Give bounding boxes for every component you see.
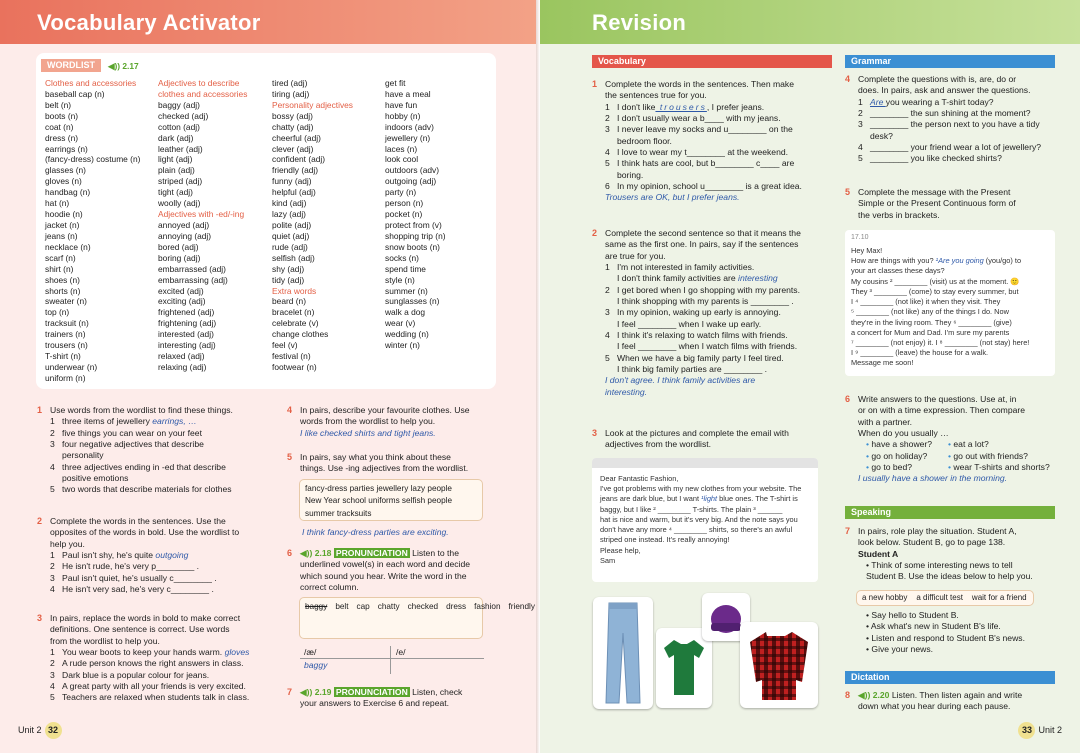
instruction: same as the first one. In pairs, say if the sentences — [605, 239, 799, 250]
exercise-2 — [50, 516, 239, 595]
email-line: jeans are dark blue, but I want ¹light blue ones. The T-shirt is — [600, 494, 798, 504]
wordlist-item: jewellery (n) — [385, 132, 431, 143]
student-label: Student A — [858, 548, 899, 559]
exercise-item: 4 I love to wear my t________ at the weekend. — [605, 147, 789, 158]
jeans-picture — [593, 597, 653, 709]
idea-item: a difficult test — [916, 593, 963, 602]
wordlist-item: shopping trip (n) — [385, 230, 446, 241]
bullet: Student B. Use the ideas below to help you. — [866, 571, 1033, 582]
wordlist-item: festival (n) — [272, 351, 311, 362]
wordlist-item: baseball cap (n) — [45, 88, 105, 99]
instruction: the verbs in brackets. — [858, 209, 940, 220]
instruction: Complete the words in the sentences. Use the — [50, 516, 226, 526]
exercise-item: 1 Are you wearing a T-shirt today? — [858, 96, 994, 107]
message-line: your art classes these days? — [851, 266, 945, 276]
wordlist-item: wear (v) — [385, 318, 416, 329]
exercise-item: 1 You wear boots to keep your hands warm. gloves — [50, 647, 250, 658]
exercise-5-number: 5 — [287, 452, 293, 462]
wordlist-item: quiet (adj) — [272, 230, 310, 241]
exercise-2 — [605, 228, 801, 398]
instruction: Simple or the Present Continuous form of — [858, 198, 1016, 209]
message-line: Hey Max! — [851, 246, 883, 255]
wordlist-item: frightening (adj) — [158, 318, 217, 329]
wordlist-item: T-shirt (n) — [45, 351, 81, 362]
wordlist-heading: Adjectives with -ed/-ing — [158, 209, 245, 220]
email-line: Dear Fantastic Fashion, — [600, 474, 679, 483]
word-row: New Year school uniforms selfish people — [305, 496, 453, 506]
exercise-7: ◀)) 2.19 PRONUNCIATION Listen, check your answers to Exercise 6 and repeat. — [300, 687, 463, 709]
wordlist-item: jacket (n) — [45, 219, 80, 230]
wordlist-item: person (n) — [385, 198, 424, 209]
bullet: • Say hello to Student B. — [866, 610, 959, 620]
exercise-5-word-box — [299, 479, 483, 521]
shirt-picture — [740, 622, 818, 708]
page-title: Revision — [592, 10, 687, 35]
exercise-6-number: 6 — [287, 548, 293, 558]
wordlist-item: chatty (adj) — [272, 121, 314, 132]
exercise-8-number: 8 — [845, 690, 851, 700]
instruction: definitions. One sentence is correct. Use words — [50, 624, 230, 635]
exercise-item: I don't think family activities are interesting — [617, 273, 778, 284]
wordlist-item: boots (n) — [45, 110, 79, 121]
exercise-4-number: 4 — [845, 74, 851, 84]
wordlist-heading: Adjectives to describe — [158, 78, 240, 88]
wordlist-card — [36, 53, 496, 389]
exercise-item: 2 ________ the sun shining at the moment? — [858, 108, 1031, 119]
exercise-item: 4 I think it's relaxing to watch films with friends. — [605, 330, 788, 341]
bullet: • Listen and respond to Student B's news. — [866, 632, 1025, 643]
exercise-item: 4 three adjectives ending in -ed that describe — [50, 461, 226, 472]
bullet: • Ask what's new in Student B's life. — [866, 621, 1001, 632]
exercise-item: I think shopping with my parents is ________ . — [617, 296, 794, 307]
wordlist-item: baggy (adj) — [158, 99, 200, 110]
wordlist-item: top (n) — [45, 307, 70, 318]
wordlist-item: sunglasses (n) — [385, 296, 440, 307]
wordlist-label: WORDLIST — [41, 59, 101, 72]
exercise-item: 6 In my opinion, school u________ is a great idea. — [605, 181, 802, 192]
wordlist-item: belt (n) — [45, 99, 72, 110]
wordlist-column-3 — [272, 78, 353, 373]
instruction: Use words from the wordlist to find these things. — [50, 405, 233, 415]
instruction: Complete the questions with is, are, do or — [858, 74, 1017, 84]
message-line: How are things with you? ¹Are you going (you/go) to — [851, 256, 1022, 266]
bullet-row: • have a shower? • eat a lot? — [866, 439, 989, 450]
message-line: they're in the living room. They ⁶ ________ (give) — [851, 317, 1012, 327]
wordlist-item: bossy (adj) — [272, 110, 313, 121]
instruction: correct column. — [300, 582, 359, 593]
example: I usually have a shower in the morning. — [858, 473, 1008, 484]
wordlist-item: woolly (adj) — [158, 198, 201, 209]
page-footer: Unit 2 32 — [18, 722, 65, 739]
audio-icon[interactable]: ◀)) 2.18 — [300, 548, 334, 558]
wordlist-item: shoes (n) — [45, 274, 80, 285]
wordlist-item: protect from (v) — [385, 219, 442, 230]
wordlist-item: shy (adj) — [272, 263, 305, 274]
page-footer: 33 Unit 2 — [1015, 722, 1062, 739]
pronunciation-word: baggy — [305, 602, 328, 611]
wordlist-item: summer (n) — [385, 285, 428, 296]
wordlist-item: indoors (adv) — [385, 121, 434, 132]
vocabulary-label: Vocabulary — [592, 55, 832, 68]
wordlist-item: coat (n) — [45, 121, 74, 132]
wordlist-item: cheerful (adj) — [272, 132, 321, 143]
exercise-6-table: /æ/ /e/ baggy — [300, 644, 484, 674]
instruction: down what you hear during each pause. — [858, 701, 1011, 712]
wordlist-column-1 — [45, 78, 140, 384]
pronunciation-word: fashion — [474, 602, 501, 611]
wordlist-item: necklace (n) — [45, 241, 91, 252]
wordlist-heading: Personality adjectives — [272, 99, 353, 110]
exercise-item: 2 I get bored when I go shopping with my parents. — [605, 284, 800, 295]
audio-icon[interactable]: ◀)) 2.19 — [300, 687, 334, 697]
wordlist-item: shirt (n) — [45, 263, 74, 274]
wordlist-item: helpful (adj) — [272, 187, 316, 198]
exercise-1 — [605, 79, 802, 204]
message-line: ⁷ ________ (not enjoy) it. I ⁸ ________ (not stay) here! — [851, 337, 1030, 347]
wordlist-item: (fancy-dress) costume (n) — [45, 154, 141, 165]
exercise-item: 2 I don't usually wear a b____ with my jeans. — [605, 113, 781, 124]
wordlist-item: striped (adj) — [158, 176, 203, 187]
instruction: Look at the pictures and complete the email with — [605, 428, 789, 438]
instruction: opposites of the words in bold. Use the wordlist to — [50, 527, 240, 538]
wordlist-item: interested (adj) — [158, 329, 214, 340]
wordlist-item: spend time — [385, 263, 426, 274]
instruction: Complete the second sentence so that it means the — [605, 228, 801, 238]
exercise-item: 2 He isn't rude, he's very p________ . — [50, 561, 200, 572]
email-line: baggy, but I like ² ________ T-shirts. The plain ³ ______ — [600, 504, 783, 514]
wordlist-item: underwear (n) — [45, 361, 98, 372]
bullet-row: • go on holiday? • go out with friends? — [866, 450, 1028, 461]
right-page — [540, 0, 1080, 753]
exercise-item: 1 Paul isn't shy, he's quite outgoing — [50, 550, 189, 561]
wordlist-item: have a meal — [385, 88, 431, 99]
instruction: adjectives from the wordlist. — [605, 439, 712, 450]
exercise-5 — [300, 452, 468, 475]
exercise-item: 3 Dark blue is a popular colour for jeans. — [50, 669, 210, 680]
wordlist-item: change clothes — [272, 329, 329, 340]
wordlist-item: footwear (n) — [272, 361, 317, 372]
instruction: does. In pairs, ask and answer the questions. — [858, 85, 1031, 96]
word-row: fancy-dress parties jewellery lazy people — [305, 484, 452, 493]
wordlist-item: cotton (adj) — [158, 121, 200, 132]
wordlist-item: plain (adj) — [158, 165, 195, 176]
exercise-item: I feel ________ when I watch films with friends. — [617, 341, 798, 352]
exercise-item: 5 two words that describe materials for clothes — [50, 484, 232, 495]
wordlist-item: sweater (n) — [45, 296, 87, 307]
email-line: I've got problems with my new clothes from your website. The — [600, 484, 802, 494]
email-line: don't have any more ⁴ ________ shirts, so there's an awful — [600, 525, 793, 535]
word-row: summer tracksuits — [305, 508, 372, 518]
wordlist-item: tracksuit (n) — [45, 318, 89, 329]
exercise-item: 2 five things you can wear on your feet — [50, 427, 202, 438]
exercise-item: I feel ________ when I wake up early. — [617, 318, 762, 329]
wordlist-item: bored (adj) — [158, 241, 199, 252]
wordlist-item: relaxed (adj) — [158, 351, 205, 362]
wordlist-item: uniform (n) — [45, 372, 86, 383]
email-line: striped one instead. It's really annoying! — [600, 535, 730, 545]
wordlist-item: shorts (n) — [45, 285, 81, 296]
page-number: 32 — [45, 722, 62, 739]
wordlist-item: annoyed (adj) — [158, 219, 210, 230]
exercise-item: 4 He isn't very sad, he's very c________ . — [50, 584, 214, 595]
pronunciation-word: chatty — [377, 602, 400, 611]
exercise-item: 3 ________ the person next to you have a tidy — [858, 119, 1040, 130]
wordlist-item: glasses (n) — [45, 165, 86, 176]
wordlist-item: celebrate (v) — [272, 318, 319, 329]
wordlist-item: boring (adj) — [158, 252, 201, 263]
exercise-3 — [50, 613, 249, 704]
exercise-item: 5 Teachers are relaxed when students talk in class. — [50, 692, 250, 703]
exercise-3 — [605, 428, 789, 451]
instruction: In pairs, say what you think about these — [300, 452, 451, 462]
wordlist-item: pocket (n) — [385, 209, 423, 220]
idea-item: wait for a friend — [971, 593, 1027, 602]
wordlist-item: wedding (n) — [385, 329, 429, 340]
exercise-6 — [858, 394, 1050, 485]
wordlist-item: get fit — [385, 78, 406, 88]
wordlist-item: scarf (n) — [45, 252, 76, 263]
email-line: hat is nice and warm, but it's very big. And the note says you — [600, 514, 798, 524]
exercise-item: 5 ________ you like checked shirts? — [858, 153, 1002, 164]
exercise-item: positive emotions — [62, 473, 129, 484]
instruction: When do you usually … — [858, 428, 949, 439]
page-number: 33 — [1018, 722, 1035, 739]
exercise-item: 3 Paul isn't quiet, he's usually c________ . — [50, 572, 217, 583]
idea-item: a new hobby — [862, 593, 908, 602]
wordlist-item: light (adj) — [158, 154, 193, 165]
page-header — [0, 0, 540, 44]
exercise-item: boring. — [617, 169, 644, 180]
exercise-6-word-box — [299, 597, 535, 639]
exercise-item: 4 A great party with all your friends is very excited. — [50, 681, 246, 692]
instruction: In pairs, replace the words in bold to make correct — [50, 613, 241, 623]
exercise-8: ◀)) 2.20 Listen. Then listen again and write down what you hear during each pause. — [858, 690, 1023, 712]
exercise-1-number: 1 — [592, 79, 598, 89]
wordlist-item: jeans (n) — [45, 230, 78, 241]
instruction: help you. — [50, 538, 85, 549]
wordlist-item: tidy (adj) — [272, 274, 305, 285]
instruction: In pairs, describe your favourite clothes. Use — [300, 405, 470, 415]
message-card: 17.10 Hey Max! How are things with you? ¹Are you going (you/go) to your art classes these days? My cousins ² ________ (visit) us at the moment. 🙂 They ³ ________ (come) to stay every summer, but I ⁴ ________ (not like) it when they visit. They ⁵ ________ (not like) any of the things I do. Now they're in the living room. They ⁶ ________ (give) a concert for Mum and Dad. I'm sure my parents ⁷ ________ (not enjoy) it. I ⁸ ________ (not stay) here! I ⁹ ________ (leave) the house for a walk. Message me soon! — [845, 230, 1055, 376]
wordlist-item: dress (n) — [45, 132, 79, 143]
wordlist-item: trousers (n) — [45, 340, 88, 351]
exercise-5-number: 5 — [845, 187, 851, 197]
exercise-item: 1 three items of jewellery earrings, … — [50, 416, 197, 427]
bullet-row: • go to bed? • wear T-shirts and shorts? — [866, 462, 1050, 473]
exercise-4 — [858, 74, 1041, 165]
bullet: • Think of some interesting news to tell — [866, 560, 1013, 571]
exercise-item: 3 I never leave my socks and u________ on the — [605, 124, 793, 135]
example: Trousers are OK, but I prefer jeans. — [605, 192, 740, 203]
exercise-5 — [858, 187, 1016, 221]
wordlist-item: style (n) — [385, 274, 415, 285]
wordlist-item: polite (adj) — [272, 219, 312, 230]
wordlist-item: winter (n) — [385, 340, 420, 351]
exercise-item: 2 A rude person knows the right answers in class. — [50, 658, 244, 669]
wordlist-item: embarrassed (adj) — [158, 263, 226, 274]
wordlist-item: leather (adj) — [158, 143, 203, 154]
speaking-label: Speaking — [845, 506, 1055, 519]
wordlist-item: exciting (adj) — [158, 296, 206, 307]
instruction: things. Use -ing adjectives from the wordlist. — [300, 463, 469, 474]
message-line: Message me soon! — [851, 358, 914, 368]
wordlist-item: selfish (adj) — [272, 252, 315, 263]
page-header — [540, 0, 1080, 44]
exercise-4 — [300, 405, 470, 439]
wordlist-item: earrings (n) — [45, 143, 88, 154]
wordlist-item: handbag (n) — [45, 187, 91, 198]
email-line: Sam — [600, 555, 616, 565]
example: I like checked shirts and tight jeans. — [300, 427, 436, 438]
exercise-item: bedroom floor. — [617, 135, 672, 146]
wordlist-item: laces (n) — [385, 143, 418, 154]
exercise-7-number: 7 — [287, 687, 293, 697]
instruction: your answers to Exercise 6 and repeat. — [300, 698, 450, 709]
wordlist-item: hat (n) — [45, 198, 70, 209]
audio-icon[interactable]: ◀)) 2.20 — [858, 690, 892, 700]
example: I don't agree. I think family activities are — [605, 375, 756, 386]
message-line: My cousins ² ________ (visit) us at the moment. 🙂 — [851, 276, 1020, 286]
exercise-item: 3 four negative adjectives that describe — [50, 439, 204, 450]
instruction: or on with a time expression. Then compare — [858, 405, 1026, 416]
wordlist-item: tiring (adj) — [272, 88, 310, 99]
instruction: words from the wordlist to help you. — [300, 416, 436, 427]
wordlist-item: bracelet (n) — [272, 307, 315, 318]
grammar-label: Grammar — [845, 55, 1055, 68]
instruction: underlined vowel(s) in each word and decide — [300, 559, 471, 570]
pronunciation-word: checked — [407, 602, 439, 611]
wordlist-item: party (n) — [385, 187, 417, 198]
exercise-item: 1 I'm not interested in family activities. — [605, 262, 755, 273]
wordlist-item: gloves (n) — [45, 176, 82, 187]
pronunciation-word: belt — [335, 602, 349, 611]
message-line: I ⁴ ________ (not like) it when they visit. They — [851, 297, 1001, 307]
wordlist-item: lazy (adj) — [272, 209, 306, 220]
exercise-6-number: 6 — [845, 394, 851, 404]
wordlist-item: rude (adj) — [272, 241, 308, 252]
exercise-3-number: 3 — [592, 428, 598, 438]
wordlist-item: beard (n) — [272, 296, 306, 307]
wordlist-item: tired (adj) — [272, 78, 308, 88]
wordlist-item: tight (adj) — [158, 187, 193, 198]
page-title: Vocabulary Activator — [37, 10, 261, 35]
audio-icon[interactable]: ◀)) 2.17 — [108, 61, 139, 71]
wordlist-item: confident (adj) — [272, 154, 326, 165]
wordlist-heading: Clothes and accessories — [45, 78, 137, 88]
message-line: ⁵ ________ (not like) any of the things I do. Now — [851, 307, 1009, 317]
exercise-1-number: 1 — [37, 405, 43, 415]
exercise-item: 5 When we have a big family party I feel tired. — [605, 352, 784, 363]
exercise-6: ◀)) 2.18 PRONUNCIATION Listen to the underlined vowel(s) in each word and decide which sound you hear. Write the word in the correct column. — [300, 548, 471, 593]
wordlist-item: have fun — [385, 99, 418, 110]
email-card — [592, 458, 818, 582]
exercise-item: desk? — [870, 130, 893, 141]
message-line: I ⁹ ________ (leave) the house for a walk. — [851, 348, 989, 358]
exercise-7 — [858, 526, 1033, 583]
pronunciation-word: dress — [446, 602, 467, 611]
wordlist-item: clever (adj) — [272, 143, 314, 154]
dictation-label: Dictation — [845, 671, 1055, 684]
exercise-5-example: I think fancy-dress parties are exciting. — [302, 527, 449, 537]
example: interesting. — [605, 386, 648, 397]
wordlist-item: excited (adj) — [158, 285, 204, 296]
wordlist-item: hoodie (n) — [45, 209, 83, 220]
instruction: the sentences true for you. — [605, 90, 707, 101]
wordlist-item: look cool — [385, 154, 419, 165]
bullet: • Give your news. — [866, 644, 934, 655]
wordlist-heading: Extra words — [272, 285, 317, 296]
instruction: look below. Student B, go to page 138. — [858, 537, 1006, 548]
pronunciation-word: friendly — [508, 602, 535, 611]
wordlist-item: hobby (n) — [385, 110, 421, 121]
exercise-7-number: 7 — [845, 526, 851, 536]
wordlist-item: relaxing (adj) — [158, 361, 207, 372]
exercise-item: personality — [62, 450, 104, 461]
exercise-item: 4 ________ your friend wear a lot of jewellery? — [858, 142, 1042, 153]
instruction: with a partner. — [858, 416, 912, 427]
wordlist-item: embarrassing (adj) — [158, 274, 228, 285]
wordlist-item: feel (v) — [272, 340, 298, 351]
exercise-4-number: 4 — [287, 405, 293, 415]
instruction: which sound you hear. Write the word in the — [300, 570, 467, 581]
wordlist-item: walk a dog — [385, 307, 426, 318]
exercise-3-number: 3 — [37, 613, 43, 623]
exercise-1 — [50, 405, 233, 496]
instruction: Write answers to the questions. Use at, in — [858, 394, 1017, 404]
instruction: from the wordlist to help you. — [50, 635, 160, 646]
wordlist-item: funny (adj) — [272, 176, 312, 187]
wordlist-item: dark (adj) — [158, 132, 194, 143]
wordlist-item: frightened (adj) — [158, 307, 215, 318]
message-line: a concert for Mum and Dad. I'm sure my parents — [851, 327, 1010, 337]
instruction: are true for you. — [605, 250, 666, 261]
exercise-item: 5 I think hats are cool, but b________ c____ are — [605, 158, 795, 169]
wordlist-item: annoying (adj) — [158, 230, 212, 241]
wordlist-item: interesting (adj) — [158, 340, 216, 351]
ideas-box — [856, 590, 1034, 606]
exercise-2-number: 2 — [37, 516, 43, 526]
instruction: In pairs, role play the situation. Student A, — [858, 526, 1017, 536]
wordlist-item: snow boots (n) — [385, 241, 440, 252]
wordlist-item: socks (n) — [385, 252, 419, 263]
wordlist-column-4 — [385, 78, 446, 351]
exercise-item: 3 In my opinion, waking up early is annoying. — [605, 307, 781, 318]
exercise-7-bullets — [858, 610, 1025, 655]
wordlist-item: checked (adj) — [158, 110, 209, 121]
wordlist-item: outdoors (adv) — [385, 165, 439, 176]
wordlist-column-2 — [158, 78, 247, 373]
message-line: They ³ ________ (come) to stay every summer, but — [851, 286, 1019, 296]
wordlist-heading: clothes and accessories — [158, 88, 248, 99]
exercise-item: 1 I don't like trousers, I prefer jeans. — [605, 101, 765, 112]
email-line: Please help, — [600, 545, 641, 555]
wordlist-item: friendly (adj) — [272, 165, 319, 176]
exercise-item: I think big family parties are ________ . — [617, 364, 768, 375]
exercise-2-number: 2 — [592, 228, 598, 238]
pronunciation-word: cap — [356, 602, 370, 611]
instruction: Complete the words in the sentences. Then make — [605, 79, 795, 89]
wordlist-item: outgoing (adj) — [385, 176, 437, 187]
instruction: Complete the message with the Present — [858, 187, 1011, 197]
wordlist-item: kind (adj) — [272, 198, 307, 209]
wordlist-item: trainers (n) — [45, 329, 86, 340]
